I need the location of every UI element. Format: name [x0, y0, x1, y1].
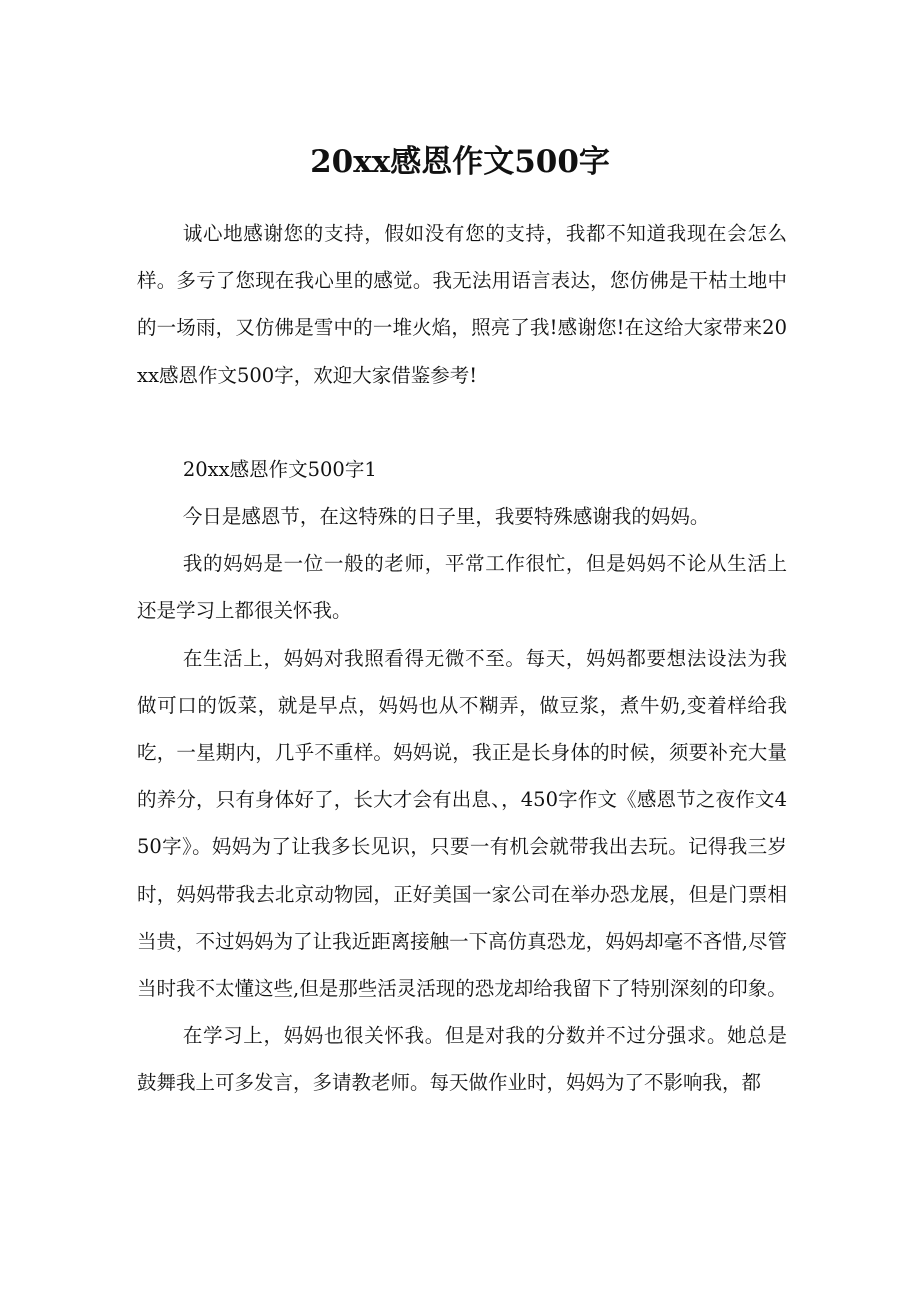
document-body	[137, 210, 787, 1107]
body-paragraph-3: 在生活上，妈妈对我照看得无微不至。每天，妈妈都要想法设法为我做可口的饭菜，就是早点，妈妈也从不糊弄，做豆浆，煮牛奶,变着样给我吃，一星期内，几乎不重样。妈妈说，我正是长身体的时候，须要补充大量的养分，只有身体好了，长大才会有出息、，450字作文《感恩节之夜作文450字》。妈妈为了让我多长见识，只要一有机会就带我出去玩。记得我三岁时，妈妈带我去北京动物园，正好美国一家公司在举办恐龙展，但是门票相当贵，不过妈妈为了让我近距离接触一下高仿真恐龙，妈妈却毫不吝惜,尽管当时我不太懂这些,但是那些活灵活现的恐龙却给我留下了特别深刻的印象。	[137, 646, 787, 1001]
section-heading: 20xx感恩作文500字1	[182, 457, 377, 481]
body-paragraph-4: 在学习上，妈妈也很关怀我。但是对我的分数并不过分强求。她总是鼓舞我上可多发言，多请教老师。每天做作业时，妈妈为了不影响我，都	[137, 1024, 787, 1095]
body-paragraph-2: 我的妈妈是一位一般的老师，平常工作很忙，但是妈妈不论从生活上还是学习上都很关怀我。	[137, 552, 787, 623]
body-paragraph-1: 今日是感恩节，在这特殊的日子里，我要特殊感谢我的妈妈。	[182, 505, 710, 529]
document-title: 20xx感恩作文500字	[310, 144, 610, 180]
intro-paragraph: 诚心地感谢您的支持，假如没有您的支持，我都不知道我现在会怎么样。多亏了您现在我心里的感觉。我无法用语言表达，您仿佛是干枯土地中的一场雨，又仿佛是雪中的一堆火焰，照亮了我!感谢您!在这给大家带来20xx感恩作文500字，欢迎大家借鉴参考!	[137, 222, 787, 387]
